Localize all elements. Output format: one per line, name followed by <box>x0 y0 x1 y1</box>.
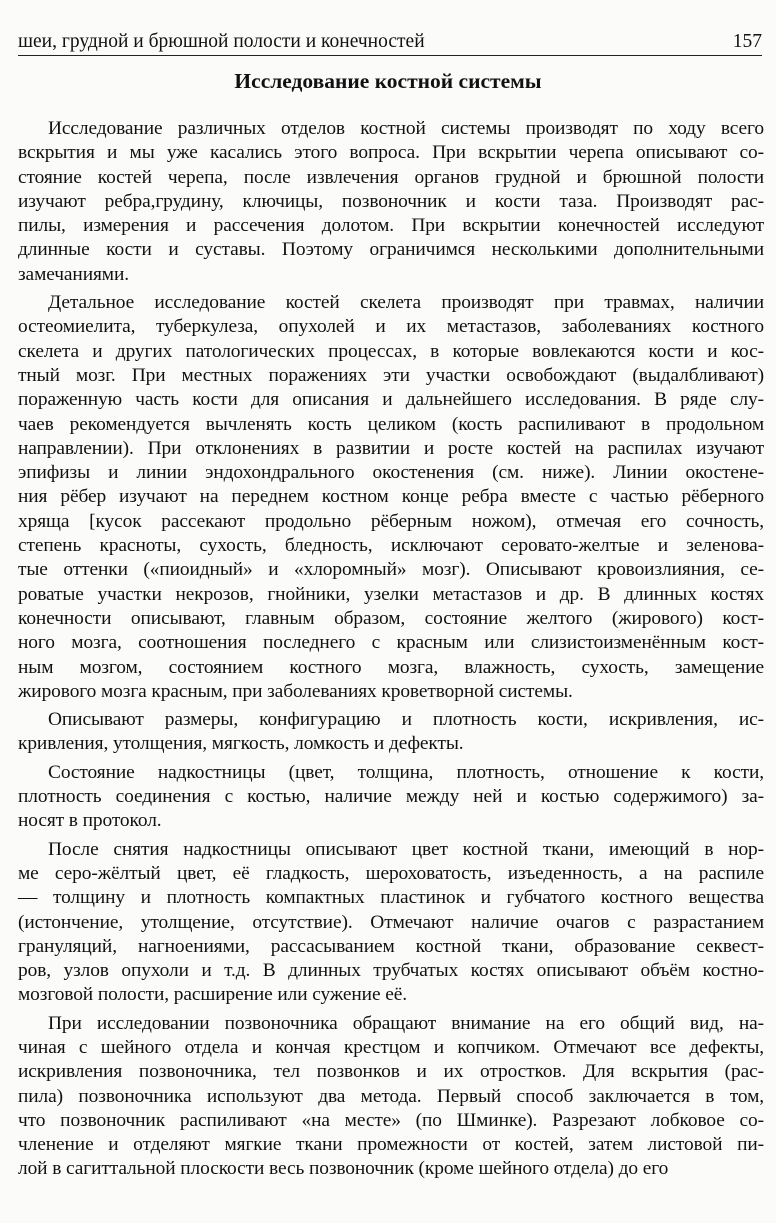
text-line: ного мозга, соотношения последнего с красным или слизистоизменённым кост- <box>18 632 764 654</box>
text-line: кривления, утолщения, мягкость, ломкость и дефекты. <box>18 733 464 755</box>
body-text <box>18 117 764 1182</box>
text-line: что позвоночник распиливают «на месте» (по Шминке). Разрезают лобковое со- <box>18 1109 764 1131</box>
section-title: Исследование костной системы <box>234 69 542 93</box>
text-line: мозговой полости, расширение или сужение её. <box>18 984 407 1006</box>
text-line: — толщину и плотность компактных пластинок и губчатого костного вещества <box>18 887 764 909</box>
text-line: жирового мозга красным, при заболеваниях кроветворной системы. <box>18 680 573 702</box>
text-line: пила) позвоночника используют два метода. Первый способ заключается в том, <box>18 1085 764 1107</box>
text-line: носят в протокол. <box>18 810 162 832</box>
text-line: пилы, измерения и рассечения долотом. При вскрытии конечностей исследуют <box>18 215 764 237</box>
running-header <box>18 30 762 54</box>
header-rule <box>18 55 762 56</box>
text-line: хряща [кусок рассекают продольно рёберным ножом), отмечая его сочность, <box>18 510 764 532</box>
text-line: ме серо-жёлтый цвет, её гладкость, шероховатость, изъеденность, а на распиле <box>18 862 764 884</box>
text-line: скелета и других патологических процессах, в которые вовлекаются кости и кос- <box>18 340 764 362</box>
text-line: стояние костей черепа, после извлечения органов грудной и брюшной полости <box>18 166 764 188</box>
text-line: тые оттенки («пиоидный» и «хлоромный» мозг). Описывают кровоизлияния, се- <box>18 559 764 581</box>
running-title: шеи, грудной и брюшной полости и конечностей <box>18 31 425 52</box>
text-line: ния рёбер изучают на переднем костном конце ребра вместе с частью рёберного <box>18 486 764 508</box>
text-line: Описывают размеры, конфигурацию и плотность кости, искривления, ис- <box>48 709 764 731</box>
text-line: искривления позвоночника, тел позвонков и их отростков. Для вскрытия (рас- <box>18 1061 764 1083</box>
text-line: ров, узлов опухоли и т.д. В длинных трубчатых костях описывают объём костно- <box>18 960 764 982</box>
text-line: лой в сагиттальной плоскости весь позвоночник (кроме шейного отдела) до его <box>18 1158 669 1180</box>
text-line: пораженную часть кости для описания и дальнейшего исследования. В ряде слу- <box>18 389 764 411</box>
paragraph <box>18 1012 764 1182</box>
paragraph <box>18 117 764 287</box>
text-line: конечности описывают, главным образом, состояние желтого (жирового) кост- <box>18 607 764 629</box>
text-line: Состояние надкостницы (цвет, толщина, плотность, отношение к кости, <box>48 761 764 783</box>
text-line: вскрытия и мы уже касались этого вопроса. При вскрытии черепа описывают со- <box>18 142 764 164</box>
page-number: 157 <box>732 31 762 52</box>
text-line: направлении). При отклонениях в развитии и росте костей на распилах изучают <box>18 437 764 459</box>
text-line: тный мозг. При местных поражениях эти участки освобождают (выдалбливают) <box>18 364 764 386</box>
text-line: степень красноты, сухость, бледность, исключают серовато-желтые и зеленова- <box>18 535 764 557</box>
text-line: чиная с шейного отдела и кончая крестцом и копчиком. Отмечают все дефекты, <box>18 1036 764 1058</box>
text-line: остеомиелита, туберкулеза, опухолей и их метастазов, заболеваниях костного <box>18 316 764 338</box>
text-line: (истончение, утолщение, отсутствие). Отмечают наличие очагов с разрастанием <box>18 911 764 933</box>
text-line: Детальное исследование костей скелета производят при травмах, наличии <box>48 292 764 314</box>
text-line: плотность соединения с костью, наличие между ней и костью содержимого) за- <box>18 786 764 808</box>
text-line: При исследовании позвоночника обращают внимание на его общий вид, на- <box>48 1012 764 1034</box>
text-line: грануляций, нагноениями, рассасыванием костной ткани, образование секвест- <box>18 935 764 957</box>
text-line: Исследование различных отделов костной системы производят по ходу всего <box>48 118 764 139</box>
paragraph <box>18 838 764 1008</box>
paragraph <box>18 708 764 757</box>
paragraph <box>18 761 764 834</box>
text-line: замечаниями. <box>18 263 129 285</box>
paragraph <box>18 291 764 704</box>
text-line: членение и отделяют мягкие ткани промежности от костей, затем листовой пи- <box>18 1134 764 1156</box>
text-line: эпифизы и линии эндохондрального окостенения (см. ниже). Линии окостене- <box>18 462 764 484</box>
text-line: длинные кости и суставы. Поэтому ограничимся несколькими дополнительными <box>18 239 764 261</box>
text-line: После снятия надкостницы описывают цвет костной ткани, имеющий в нор- <box>48 838 764 860</box>
text-line: роватые участки некрозов, гнойники, узелки метастазов и др. В длинных костях <box>18 583 764 605</box>
text-line: чаев рекомендуется вычленять кость целиком (кость распиливают в продольном <box>18 413 764 435</box>
text-line: ным мозгом, состоянием костного мозга, влажность, сухость, замещение <box>18 656 764 678</box>
text-line: изучают ребра,грудину, ключицы, позвоночник и кости таза. Производят рас- <box>18 190 764 212</box>
